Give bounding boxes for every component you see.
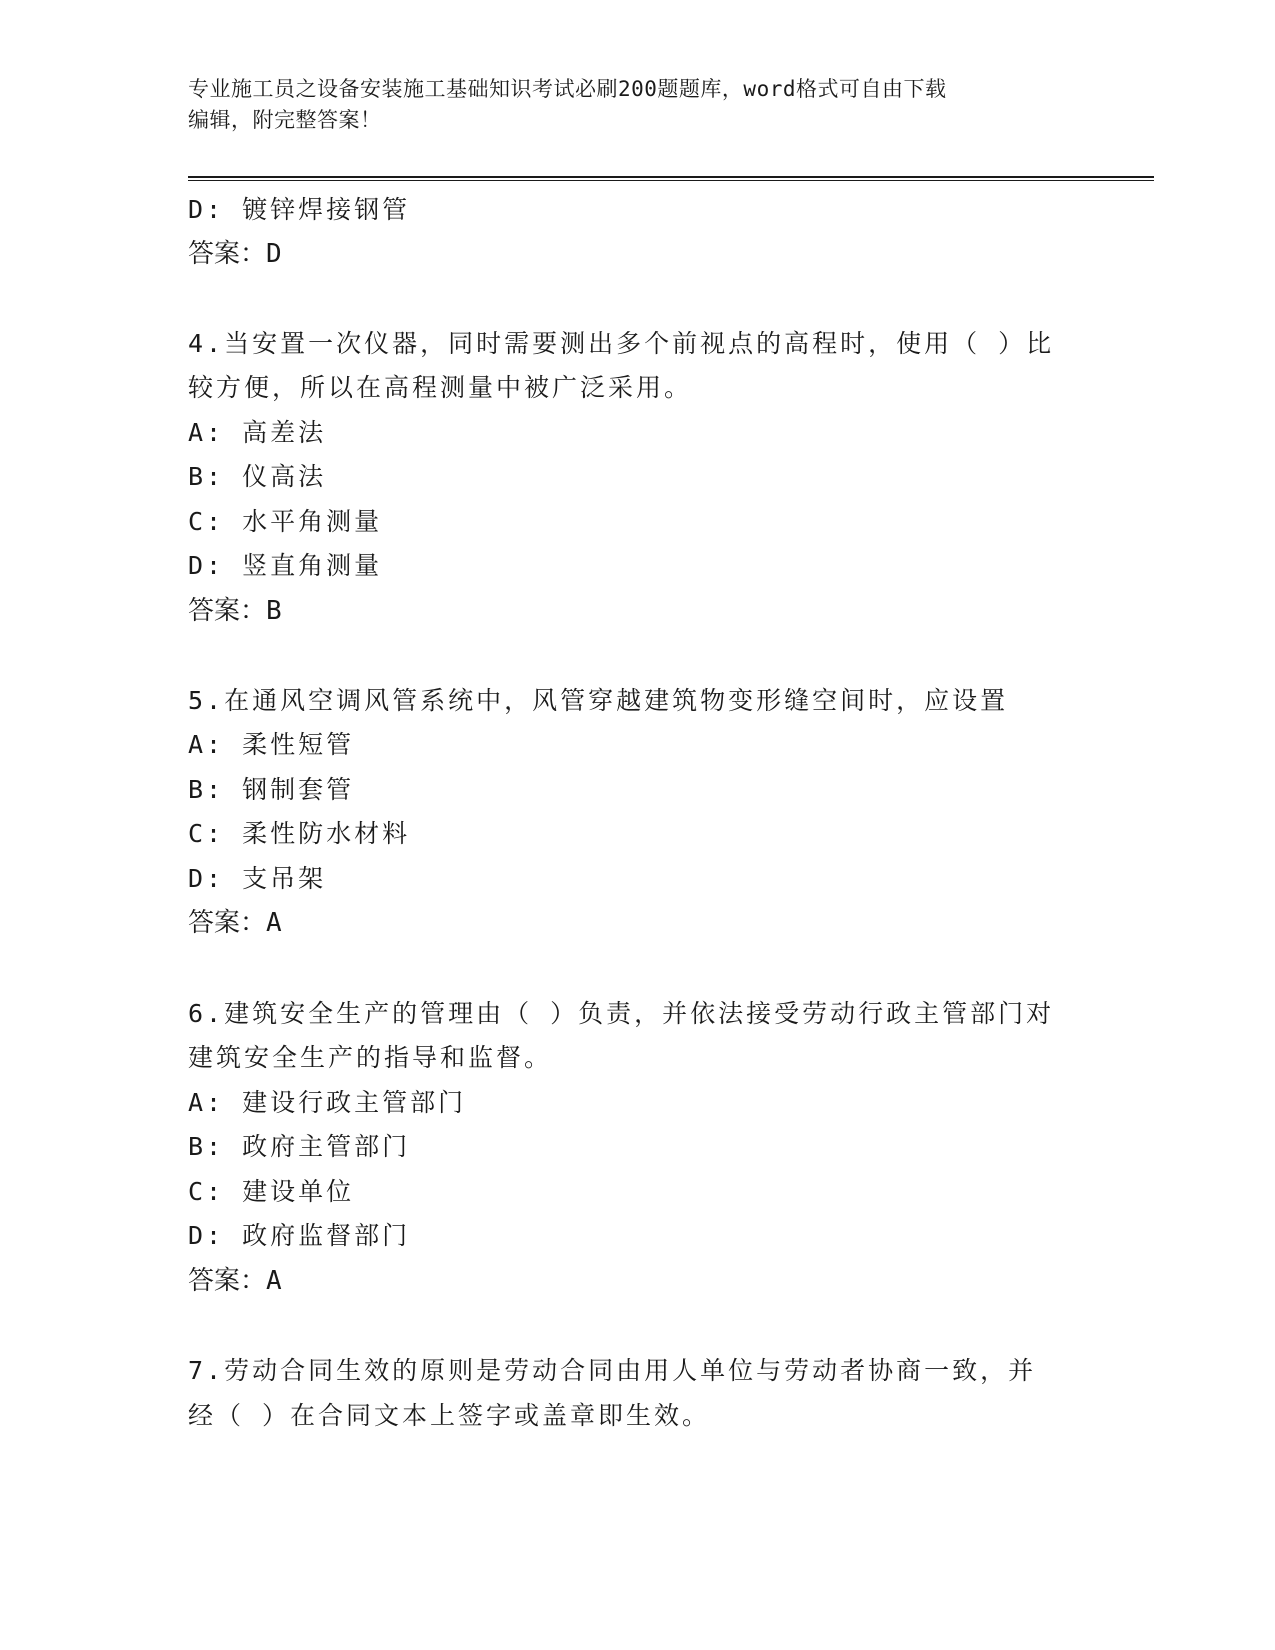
question-6-option-d: D: 政府监督部门 [188,1221,411,1250]
answer-label: 答案： [188,1266,267,1296]
question-4-option-d: D: 竖直角测量 [188,551,383,580]
question-6-answer [188,1264,282,1298]
question-7-stem-line-2: 经（ ）在合同文本上签字或盖章即生效。 [188,1401,711,1430]
question-5-option-c: C: 柔性防水材料 [188,819,411,848]
question-4-option-b: B: 仪高法 [188,462,327,491]
header-title-line-1: 专业施工员之设备安装施工基础知识考试必刷200题题库，word格式可自由下载 [188,77,947,101]
question-3-answer [188,237,282,271]
question-4-option-c: C: 水平角测量 [188,507,383,536]
question-3-option-d: D: 镀锌焊接钢管 [188,195,411,224]
question-5-option-a: A: 柔性短管 [188,730,355,759]
question-5-option-b: B: 钢制套管 [188,775,355,804]
question-6-stem-line-2: 建筑安全生产的指导和监督。 [188,1043,553,1072]
header-divider [188,176,1154,181]
answer-value: A [266,908,282,938]
question-4-stem-line-2: 较方便，所以在高程测量中被广泛采用。 [188,373,693,402]
header-title-line-2: 编辑，附完整答案！ [188,108,382,132]
question-6-option-c: C: 建设单位 [188,1177,355,1206]
question-5-option-d: D: 支吊架 [188,864,327,893]
answer-label: 答案： [188,239,267,269]
question-4-answer [188,594,282,628]
page-header [188,74,1068,136]
answer-value: B [266,596,282,626]
answer-label: 答案： [188,908,267,938]
answer-value: A [266,1266,282,1296]
question-6-option-a: A: 建设行政主管部门 [188,1088,467,1117]
answer-label: 答案： [188,596,267,626]
question-5-stem-line-1: 5.在通风空调风管系统中，风管穿越建筑物变形缝空间时，应设置 [188,686,1009,715]
question-4-stem-line-1: 4.当安置一次仪器，同时需要测出多个前视点的高程时，使用（ ）比 [188,329,1055,358]
question-4-option-a: A: 高差法 [188,418,327,447]
answer-value: D [266,239,282,269]
question-6-stem-line-1: 6.建筑安全生产的管理由（ ）负责，并依法接受劳动行政主管部门对 [188,999,1055,1028]
question-6-option-b: B: 政府主管部门 [188,1132,411,1161]
question-7-stem-line-1: 7.劳动合同生效的原则是劳动合同由用人单位与劳动者协商一致，并 [188,1356,1037,1385]
question-5-answer [188,906,282,940]
